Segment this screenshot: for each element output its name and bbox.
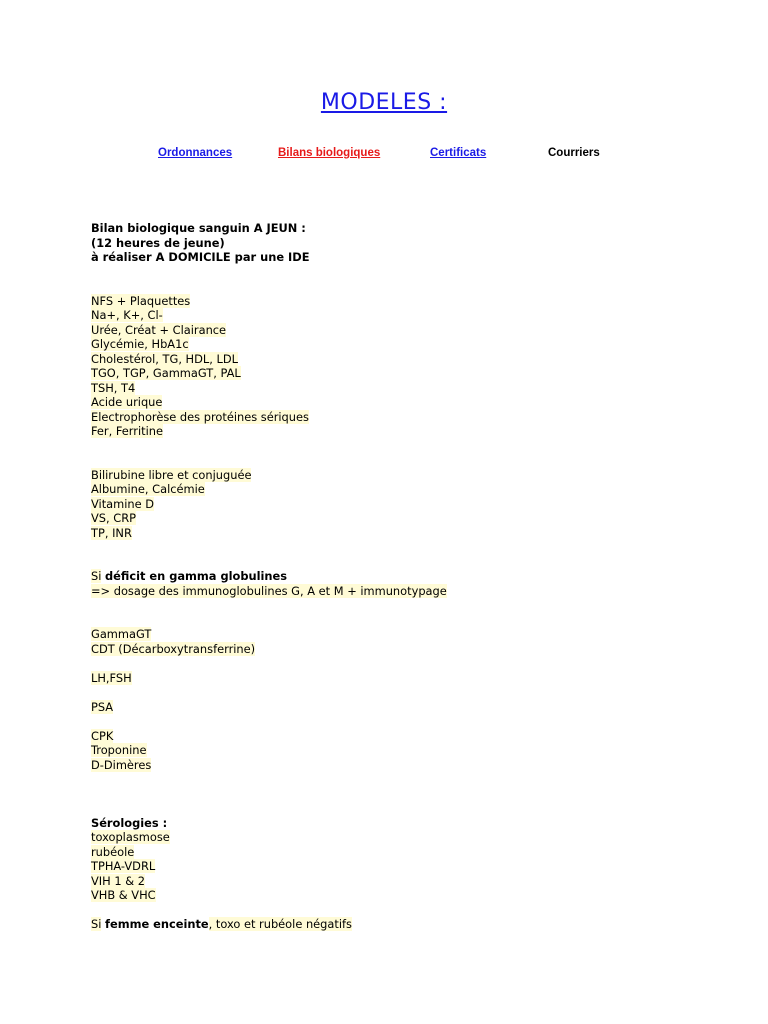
nav-bar	[0, 147, 768, 163]
document-body	[91, 221, 731, 932]
list-item: toxoplasmose	[91, 830, 170, 844]
list-item: Fer, Ferritine	[91, 424, 163, 438]
list-item: CPK	[91, 728, 114, 743]
list-item: TSH, T4	[91, 380, 136, 395]
list-item: Glycémie, HbA1c	[91, 337, 189, 351]
list-item: GammaGT	[91, 627, 152, 641]
list-item: VIH 1 & 2	[91, 873, 145, 888]
deficit-condition-line: Si déficit en gamma globulines	[91, 569, 288, 583]
list-item: Cholestérol, TG, HDL, LDL	[91, 351, 238, 366]
page-title[interactable]: MODELES :	[320, 90, 448, 115]
deficit-consequence-line: => dosage des immunoglobulines G, A et M + immunotypage	[91, 583, 447, 598]
nav-link-certificats[interactable]: Certificats	[430, 147, 487, 159]
list-item: VHB & VHC	[91, 888, 156, 902]
list-item: TPHA-VDRL	[91, 859, 156, 873]
page-title-container	[0, 88, 768, 118]
list-item: TP, INR	[91, 525, 132, 540]
list-item: CDT (Décarboxytransferrine)	[91, 641, 256, 656]
list-item: rubéole	[91, 844, 135, 859]
list-item: Urée, Créat + Clairance	[91, 322, 227, 337]
serologies-heading: Sérologies :	[91, 815, 168, 830]
list-item: Na+, K+, Cl-	[91, 308, 163, 322]
nav-link-bilans-biologiques[interactable]: Bilans biologiques	[278, 147, 381, 159]
list-item: LH,FSH	[91, 670, 132, 685]
nav-item-courriers: Courriers	[548, 147, 600, 159]
list-item: NFS + Plaquettes	[91, 293, 191, 308]
pregnant-condition-line: Si femme enceinte, toxo et rubéole négatifs	[91, 917, 352, 931]
list-item: VS, CRP	[91, 511, 137, 525]
list-item: TGO, TGP, GammaGT, PAL	[91, 366, 241, 380]
header-line-1: Bilan biologique sanguin A JEUN :	[91, 221, 306, 235]
list-item: D-Dimères	[91, 757, 152, 772]
nav-link-ordonnances[interactable]: Ordonnances	[158, 147, 233, 159]
list-item: PSA	[91, 699, 114, 714]
list-item: Electrophorèse des protéines sériques	[91, 409, 309, 424]
list-item: Acide urique	[91, 395, 163, 409]
list-item: Vitamine D	[91, 496, 155, 511]
header-line-2: (12 heures de jeune)	[91, 235, 225, 250]
list-item: Albumine, Calcémie	[91, 482, 205, 496]
list-item: Troponine	[91, 743, 147, 757]
header-line-3: à réaliser A DOMICILE par une IDE	[91, 250, 310, 264]
list-item: Bilirubine libre et conjuguée	[91, 467, 252, 482]
